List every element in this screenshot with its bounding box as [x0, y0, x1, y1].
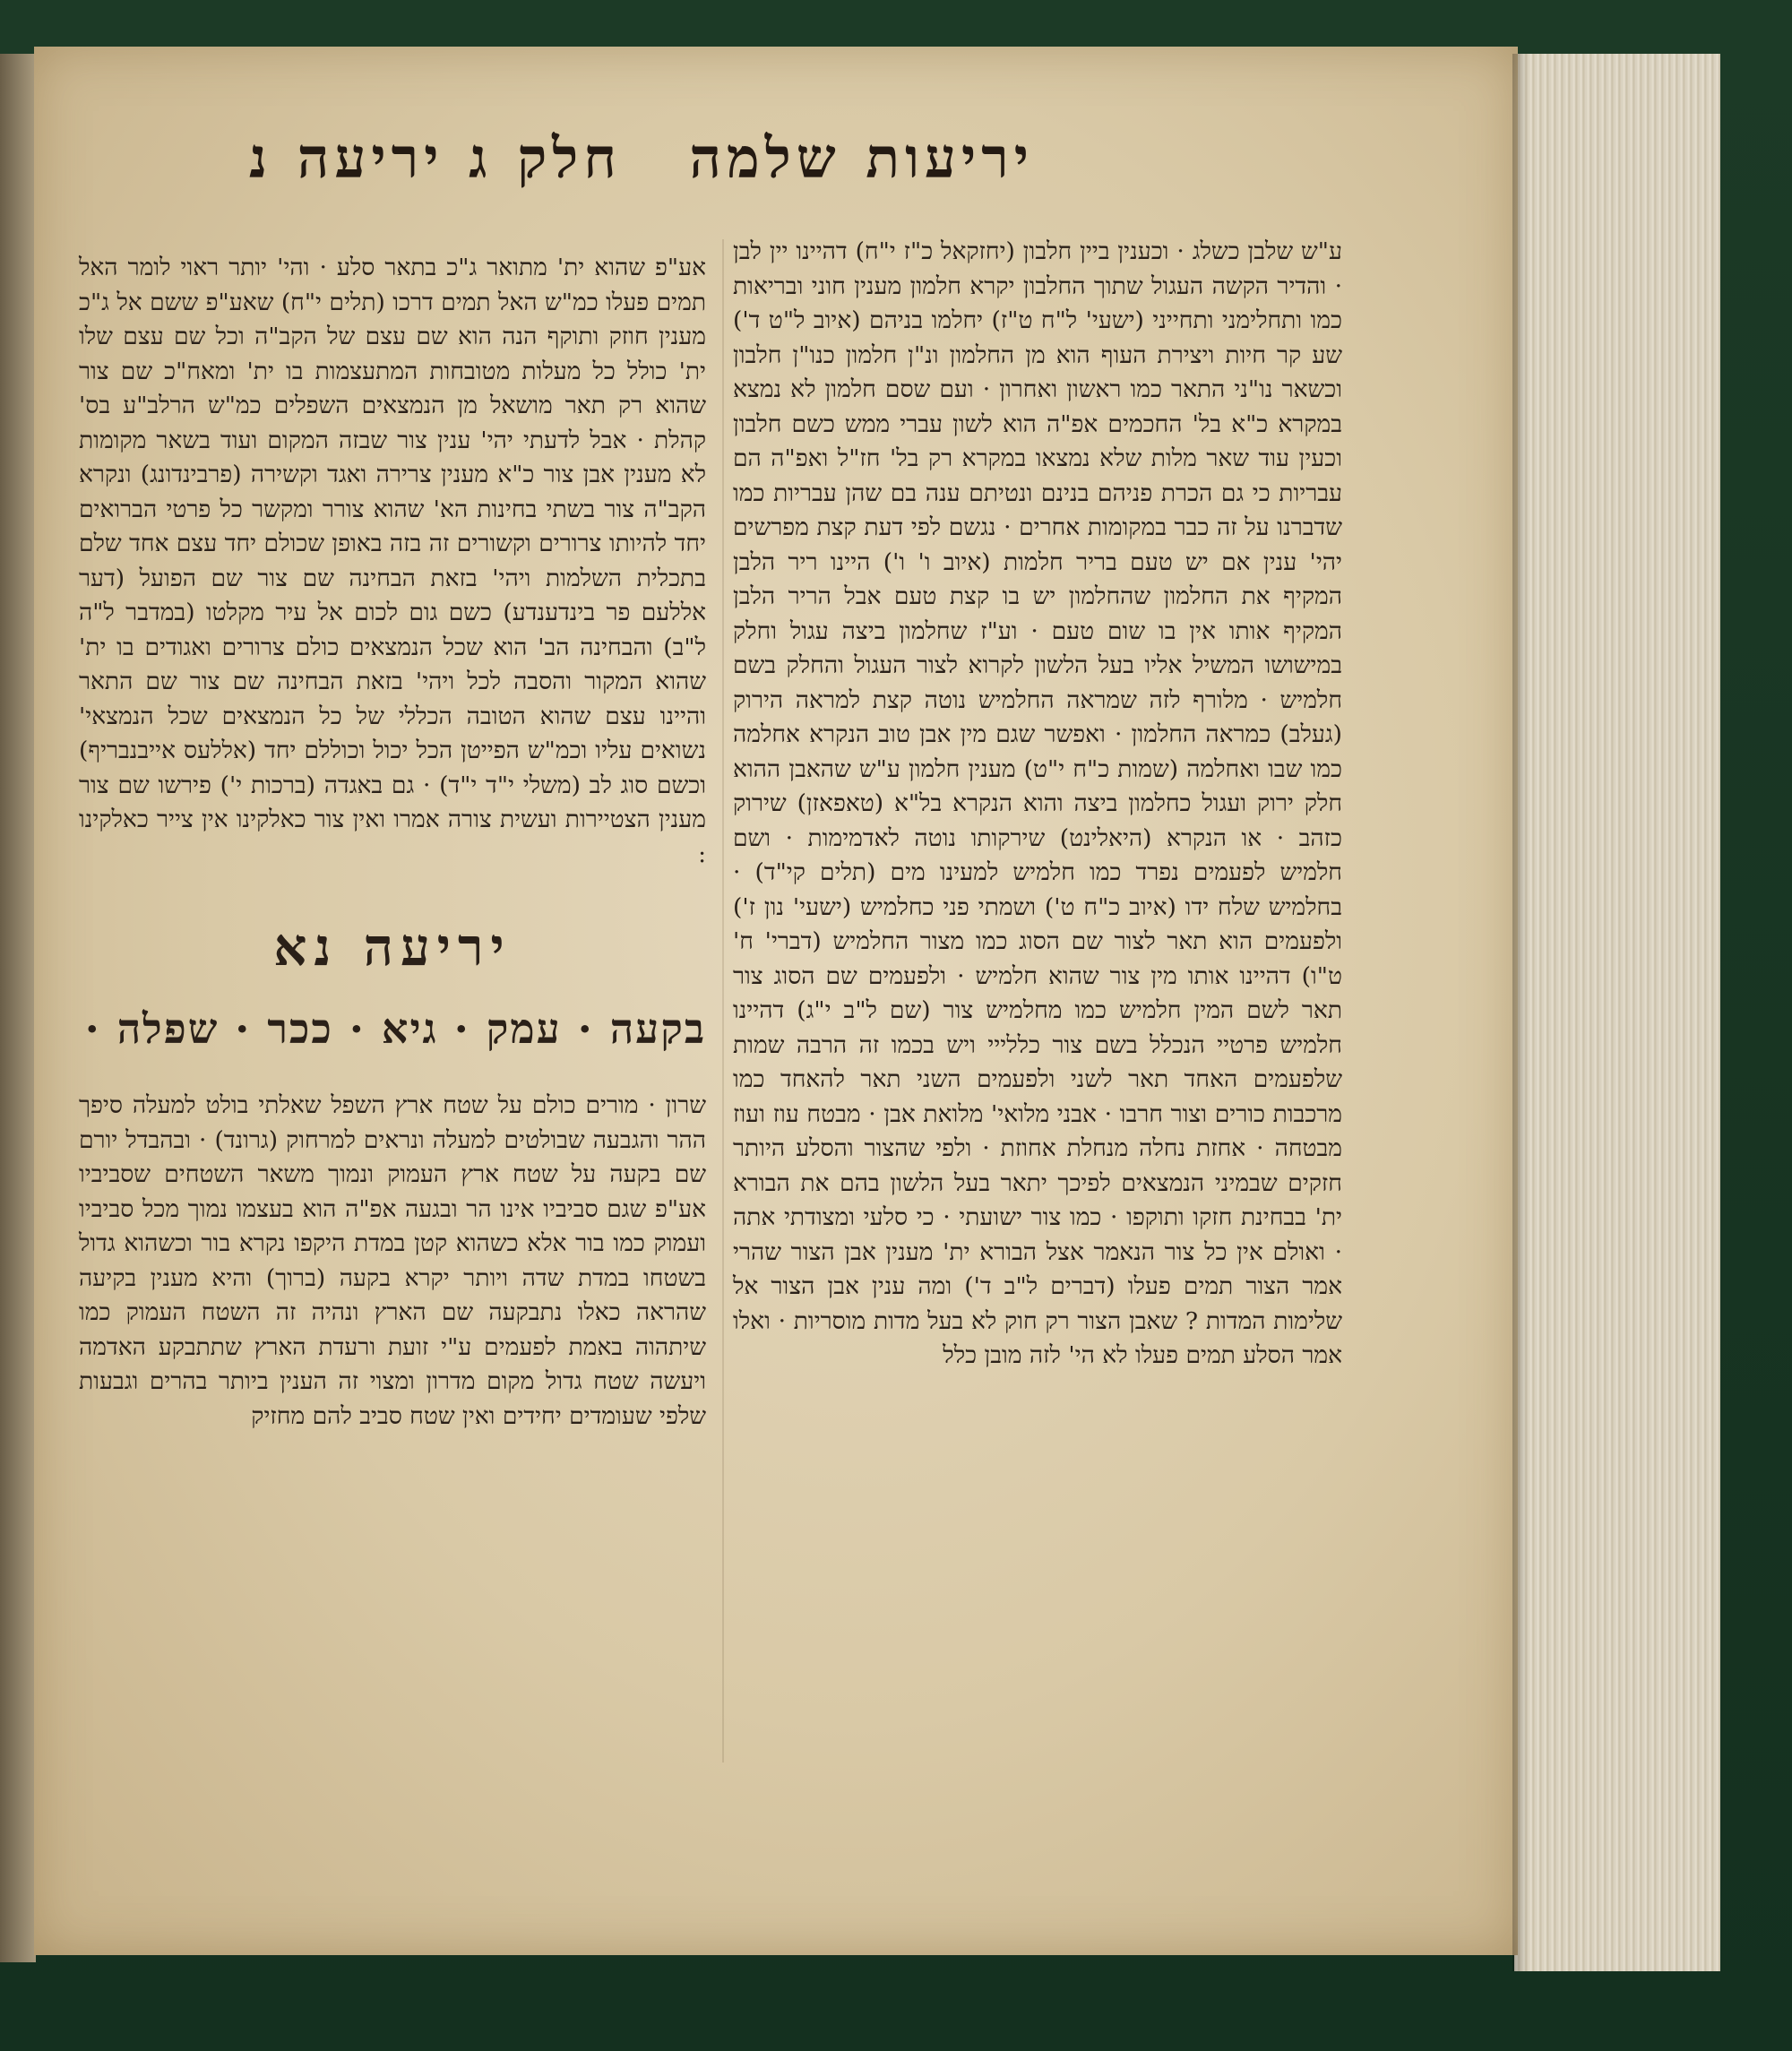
gutter-shadow — [1512, 54, 1529, 1971]
section-text: שרון · מורים כולם על שטח ארץ השפל שאלתי בולט למעלה סיפך ההר והגבעה שבולטים למעלה ונראים למרחוק (גרונד) · ובהבדל יורם שם בקעה על שטח ארץ העמוק ונמוך משאר השטחים שסביביו אע"פ שגם סביביו אינו הר ובגעה אפ"ה הוא בעצמו נמוך מכל סביביו ועמוק כמו בור אלא כשהוא קטן במדת היקפו נקרא בור וכשהוא גדול בשטחו במדת שדה ויותר יקרא בקעה (ברוך) והיא מענין בקיעה שהראה כאלו נתבקעה שם הארץ ונהיה זה השטח העמוק כמו שיתהוה באמת לפעמים ע"י זועת ורעדת הארץ שתתבקע האדמה ויעשה שטח גדול מקום מדרון ומצוי זה הענין ביותר בהרים וגבעות שלפי שעומדים יחידים ואין שטח סביב להם מחזיק — [79, 1091, 706, 1430]
section-terms: בקעה · עמק · גיא · ככר · שפלה · — [84, 1004, 706, 1053]
column-divider — [722, 239, 724, 1762]
page-stack — [1514, 54, 1720, 1971]
left-column — [79, 251, 706, 1837]
right-column — [733, 235, 1342, 1758]
right-column-text: ע"ש שלבן כשלג · וכענין ביין חלבון (יחזקאל כ"ז י"ח) דהיינו יין לבן · והדיר הקשה העגול שתוך החלבון יקרא חלמון מענין חוני ובריאות כמו ותחלימני ותחייני (ישעי' ל"ח ט"ז) יחלמו בניהם (איוב ל"ט ד') שע קר חיות ויצירת העוף הוא מן החלמון ונ"ן חלמון כנו"ן חלבון וכשאר נו"ני התאר כמו ראשון ואחרון · ועם שסם חלמון לא נמצא במקרא כ"א בל' החכמים אפ"ה הוא לשון עברי ממש כשם חלבון וכעין עוד שאר מלות שלא נמצאו במקרא רק בל' חז"ל ואפ"ה הם עבריות כי גם הכרת פניהם בנינם ונטיתם ענה בם שהן עבריות כמו שדברנו על זה כבר במקומות אחרים · נגשם לפי דעת קצת מפרשים יהי' ענין אם יש טעם בריר חלמות (איוב ו' ו') היינו ריר הלבן המקיף את החלמון שהחלמון יש בו קצת טעם אבל הריר הלבן המקיף אותו אין בו שום טעם · וע"ז שחלמון ביצה עגול וחלק במישושו המשיל אליו בעל הלשון לקרוא לצור העגול והחלק בשם חלמיש · מלורף לזה שמראה החלמיש נוטה קצת למראה הירוק (געלב) כמראה החלמון · ואפשר שגם מין אבן טוב הנקרא אחלמה כמו שבו ואחלמה (שמות כ"ח י"ט) מענין חלמון ע"ש שהאבן ההוא חלק ירוק ועגול כחלמון ביצה והוא הנקרא בל"א (טאפאזן) שירוק כזהב · או הנקרא (היאלינט) שירקותו נוטה לאדמימות · ושם חלמיש לפעמים נפרד כמו חלמיש למעינו מים (תלים קי"ד) · בחלמיש שלח ידו (איוב כ"ח ט') ושמתי פני כחלמיש (ישעי' נון ז') ולפעמים הוא תאר לצור שם הסוג כמו מצור החלמיש (דברי' ח' ט"ו) דהיינו אותו מין צור שהוא חלמיש · ולפעמים שם הסוג צור תאר לשם המין חלמיש כמו מחלמיש צור (שם ל"ב י"ג) דהיינו חלמיש פרטיי הנכלל בשם צור כללייי ויש בכמו זה הרבה שמות שלפעמים האחד תאר לשני ולפעמים השני תאר להאחד כמו מרכבות כורים וצור חרבו · אבני מלואי' מלואת אבן · מבטח עוז ועוז מבטחה · אחזת נחלה מנחלת אחוזת · ולפי שהצור והסלע היותר חזקים שבמיני הנמצאים לפיכך יתאר בעל הלשון בהם את הבורא ית' בבחינת חזקו ותוקפו · כמו צור ישועתי · כי סלעי ומצודתי אתה · ואולם אין כל צור הנאמר אצל הבורא ית' מענין אבן הצור שהרי אמר הצור תמים פעלו (דברים ל"ב ד') ומה ענין אבן הצור אל שלימות המדות ? שאבן הצור רק חוק לא בעל מדות מוסריות · ואלו אמר הסלע תמים פעלו לא הי' לזה מובן כלל — [733, 237, 1342, 1369]
section-title: יריעה נא — [273, 917, 512, 978]
book-page — [34, 47, 1518, 1955]
previous-page-edge-text — [4, 287, 30, 1810]
left-column-text: אע"פ שהוא ית' מתואר ג"כ בתאר סלע · והי' יותר ראוי לומר האל תמים פעלו כמ"ש האל תמים דרכו (תלים י"ח) שאע"פ ששם אל ג"כ מענין חוזק ותוקף הנה הוא שם עצם של הקב"ה וכל שם עצם שלו ית' כולל כל מעלות מטובחות המתעצמות בו ית' ומאח"כ שם צור שהוא רק תאר מושאל מן הנמצאים השפלים כמ"ש הרלב"ע בס' קהלת · אבל לדעתי יהי' ענין צור שבזה המקום ועוד בשאר מקומות לא מענין אבן צור כ"א מענין צרירה ואגד וקשירה (פרבינדונג) ונקרא הקב"ה צור בשתי בחינות הא' שהוא צורר ומקשר כל פרטי הברואים יחד להיותו צרורים וקשורים זה בזה באופן שכולם יחד עצם אחד שלם בתכלית השלמות ויהי' בזאת הבחינה שם צור שם הפועל (דער אללעם פר בינדענדע) כשם גום לכום אל עיר מקלטו (במדבר ל"ה ל"ב) והבחינה הב' הוא שכל הנמצאים כולם צרורים ואגודים בו ית' שהוא המקור והסבה לכל ויהי' בזאת הבחינה שם צור שם התאר והיינו עצם שהוא הטובה הכללי של כל הנמצאים שכל הנמצאי' נשואים עליו וכמ"ש הפייטן הכל יכול וכוללם יחד (אללעס אייבנבריף) וכשם סוג לב (משלי י"ד י"ד) · גם באגדה (ברכות י') פירשו שם צור מענין הצטיירות ועשית צורה אמרו ואין צור כאלקינו אין צייר כאלקינו : — [79, 254, 706, 868]
previous-page-edge — [0, 54, 36, 1962]
running-head-left: חלק ג יריעה נ — [249, 125, 622, 191]
running-head-right: יריעות שלמה — [689, 125, 1034, 191]
